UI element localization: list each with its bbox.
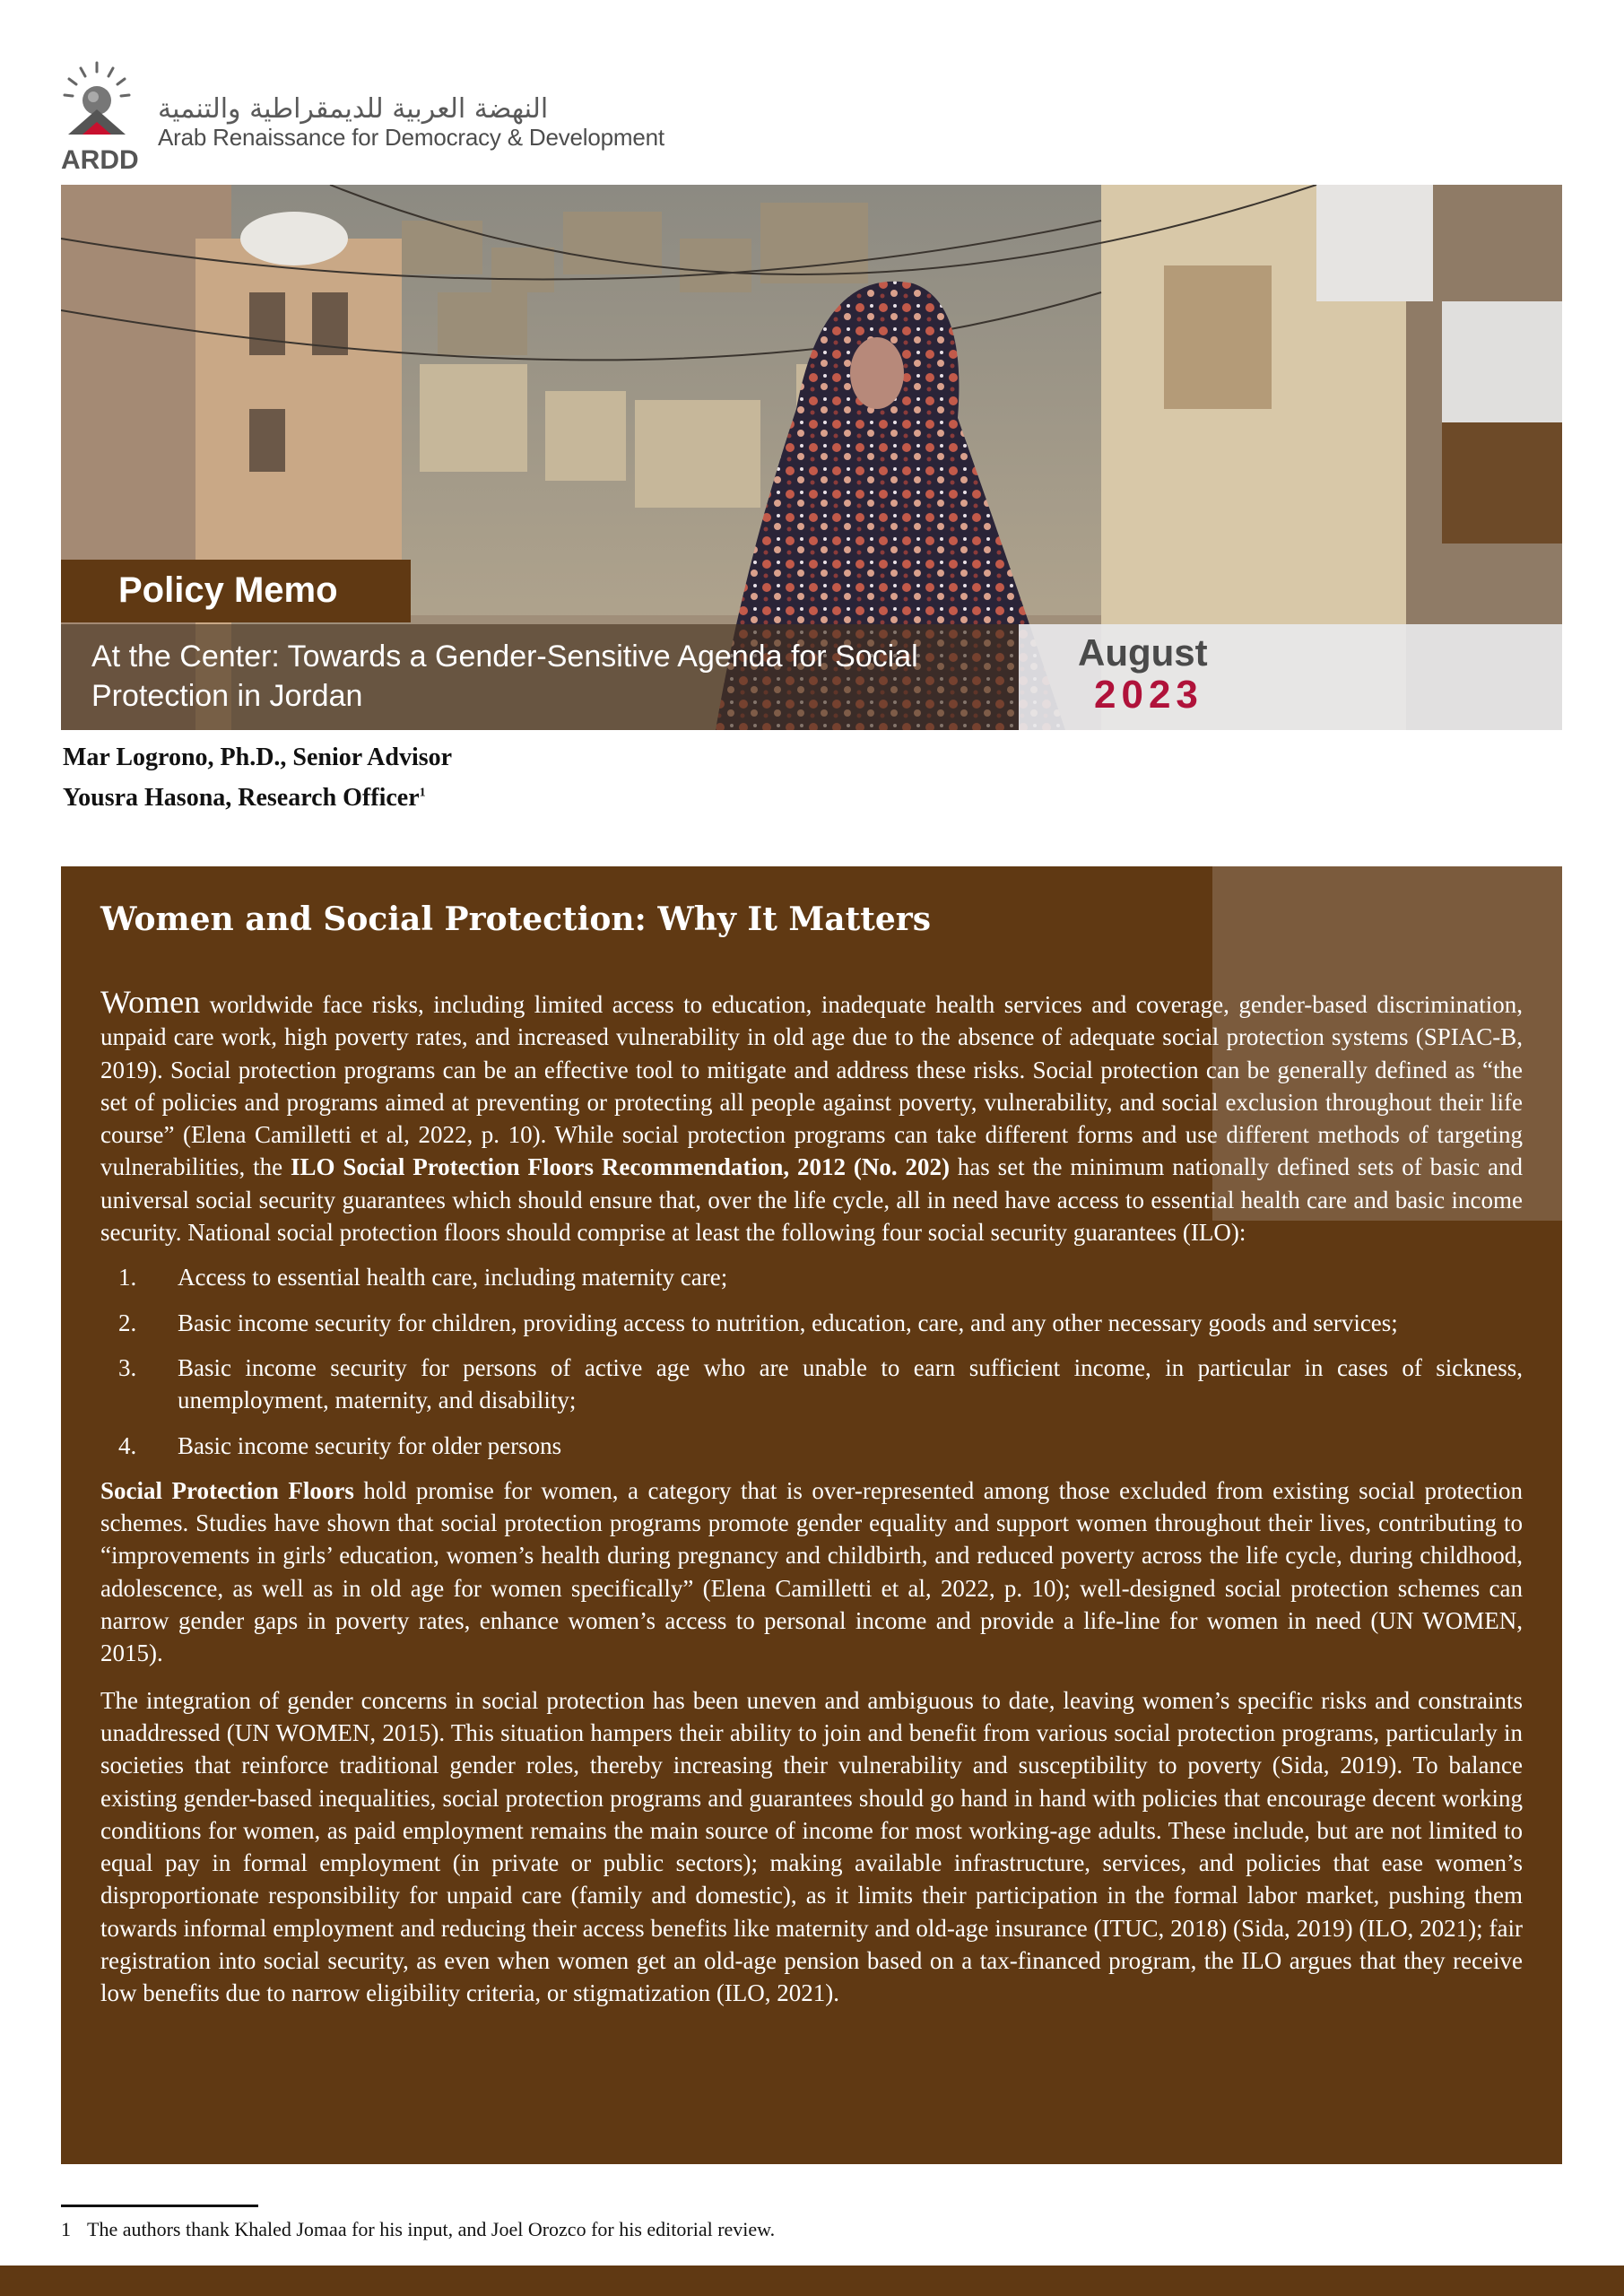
footnote-ref: 1 bbox=[419, 786, 426, 800]
guarantees-list bbox=[100, 1261, 1523, 1461]
title-band bbox=[61, 624, 1019, 730]
intro-paragraph: Women worldwide face risks, including limited access to education, inadequate health services and coverage, gender-based discrimination, unpaid care work, high poverty rates, and increased vulnerability in old age due to the absence of adequate social protection systems (SPIAC-B, 2019). Social protection programs can be an effective tool to mitigate and address these risks. Social protection can be generally defined as “the set of policies and programs aimed at preventing or protecting all people against poverty, vulnerability, and social exclusion throughout their life course” (Elena Camilletti et al, 2022, p. 10). While social protection programs can take different forms and use different methods of targeting vulnerabilities, the ILO Social Protection Floors Recommendation, 2012 (No. 202) has set the minimum nationally defined sets of basic and universal social security guarantees which should ensure that, over the life cycle, all in need have access to essential health care and basic income security. National social protection floors should comprise at least the following four social security guarantees (ILO): bbox=[100, 984, 1523, 1247]
footnote-divider bbox=[61, 2205, 258, 2207]
bottom-bar bbox=[0, 2266, 1624, 2296]
paragraph: Social Protection Floors hold promise for women, a category that is over-represented among those excluded from existing social protection schemes. Studies have shown that social protection programs promote gender equality and support women throughout their lives, contributing to “improvements in girls’ education, women’s health during pregnancy and childbirth, and reduced poverty across the life cycle, during childhood, adolescence, as well as in old age for women specifically” (Elena Camilletti et al, 2022, p. 10); well-designed social protection schemes can narrow gender gaps in poverty rates, enhance women’s access to personal income and provide a life-line for women in need (UN WOMEN, 2015). bbox=[100, 1476, 1523, 1667]
org-name-english: Arab Renaissance for Democracy & Development bbox=[158, 124, 664, 151]
footnote: 1 The authors thank Khaled Jomaa for his input, and Joel Orozco for his editorial review. bbox=[61, 2218, 776, 2240]
org-name-arabic: النهضة العربية للديمقراطية والتنمية bbox=[158, 93, 549, 125]
paragraph: The integration of gender concerns in social protection has been uneven and ambiguous to date, leaving women’s specific risks and constraints unaddressed (UN WOMEN, 2015). This situation hampers their ability to join and benefit from various social protection programs, particularly in societies that reinforce traditional gender roles, thereby increasing their vulnerability and susceptibility to poverty (Sida, 2019). To balance existing gender-based inequalities, social protection programs and guarantees should go hand in hand with policies that encourage decent working conditions for women, as paid employment remains the main source of income for most working-age adults. These include, but are not limited to equal pay in formal employment (in private or public sectors); making available infrastructure, services, and policies that ease women’s disproportionate responsibility for unpaid care (family and domestic), as it limits their participation in the formal labor market, pushing them towards informal employment and reducing their access benefits like maternity and old-age insurance (ITUC, 2018) (Sida, 2019) (ILO, 2021); fair registration into social security, as even when women get an old-age pension based on a tax-financed program, the ILO argues that they receive low benefits due to narrow eligibility criteria, or stigmatization (ILO, 2021). bbox=[100, 1686, 1523, 2007]
date-year: 2023 bbox=[1094, 673, 1203, 717]
date-box bbox=[1019, 624, 1562, 730]
policy-memo-label bbox=[61, 560, 411, 622]
lead-word: Women bbox=[100, 984, 201, 1020]
section-heading: Women and Social Protection: Why It Matters bbox=[100, 900, 931, 938]
ilo-recommendation: ILO Social Protection Floors Recommendation, 2012 (No. 202) bbox=[290, 1153, 950, 1181]
section-body bbox=[100, 986, 1523, 2010]
list-item: 1. Access to essential health care, including maternity care; bbox=[118, 1264, 728, 1292]
author-name: Yousra Hasona, Research Officer bbox=[63, 784, 420, 812]
list-item: 3. Basic income security for persons of active age who are unable to earn sufficient income, in particular in cases of sickness, unemployment, maternity, and disability; bbox=[118, 1353, 1523, 1414]
list-item: 4. Basic income security for older persons bbox=[118, 1431, 562, 1459]
author-line bbox=[63, 784, 426, 813]
author-name: Mar Logrono, Ph.D., Senior Advisor bbox=[63, 744, 453, 771]
memo-title: At the Center: Towards a Gender-Sensitive Agenda for Social Protection in Jordan bbox=[91, 639, 918, 713]
date-month: August bbox=[1078, 631, 1208, 674]
ardd-logo bbox=[61, 59, 143, 174]
content-section bbox=[61, 866, 1562, 2164]
memo-type: Policy Memo bbox=[118, 570, 338, 610]
logo-text: ARDD bbox=[61, 145, 139, 174]
list-item: 2. Basic income security for children, providing access to nutrition, education, care, and any other necessary goods and services; bbox=[118, 1309, 1398, 1336]
author-line bbox=[63, 744, 452, 772]
